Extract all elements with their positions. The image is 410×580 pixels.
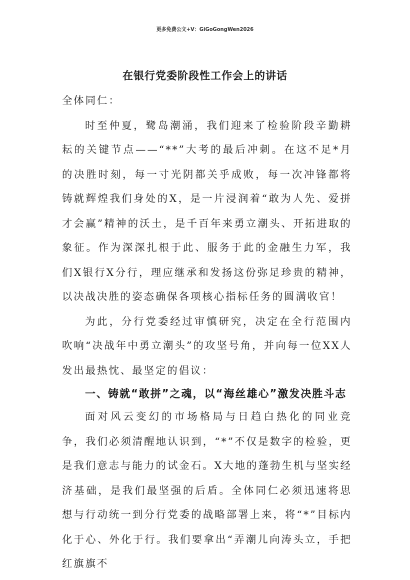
paragraph: 为此，分行党委经过审慎研究，决定在全行范围内吹响“决战年中勇立潮头”的攻坚号角，并向每一位XX人发出最热忱、最坚定的倡议： xyxy=(62,316,352,377)
paragraph: 时至仲夏，鹭岛潮涌，我们迎来了检验阶段辛勤耕耘的关键节点——“**”大考的最后冲刺。在这不足*月的决胜时刻，每一寸光阴都关乎成败，每一次冲锋都将铸就辉煌我们身处的X，是一片浸润着“敢为人先、爱拼才会赢”精神的沃土，是千百年来勇立潮头、开拓进取的象征。作为深深扎根于此、服务于此的金融生力军，我们X银行X分行，理应继承和发扬这份弥足珍贵的精神，以决战决胜的姿态确保各项核心指标任务的圆满收官！ xyxy=(62,120,352,303)
section-heading: 一、铸就“敢拼”之魂，以“海丝雄心”激发决胜斗志 xyxy=(85,388,347,400)
header-note: 更多免费公文+V：GiGoGongWen2026 xyxy=(156,27,254,33)
salutation: 全体同仁： xyxy=(62,96,121,107)
paragraph: 面对风云变幻的市场格局与日趋白热化的同业竞争，我们必须清醒地认识到，“*”不仅是数字的检验，更是我们意志与能力的试金石。X大地的蓬勃生机与坚实经济基础，是我们最坚强的后盾。全体同仁必须迅速将思想与行动统一到分行党委的战略部署上来，将“*”目标内化于心、外化于行。我们要拿出“弄潮儿向涛头立，手把红旗旗不 xyxy=(62,412,352,570)
document-title: 在银行党委阶段性工作会上的讲话 xyxy=(122,70,288,82)
